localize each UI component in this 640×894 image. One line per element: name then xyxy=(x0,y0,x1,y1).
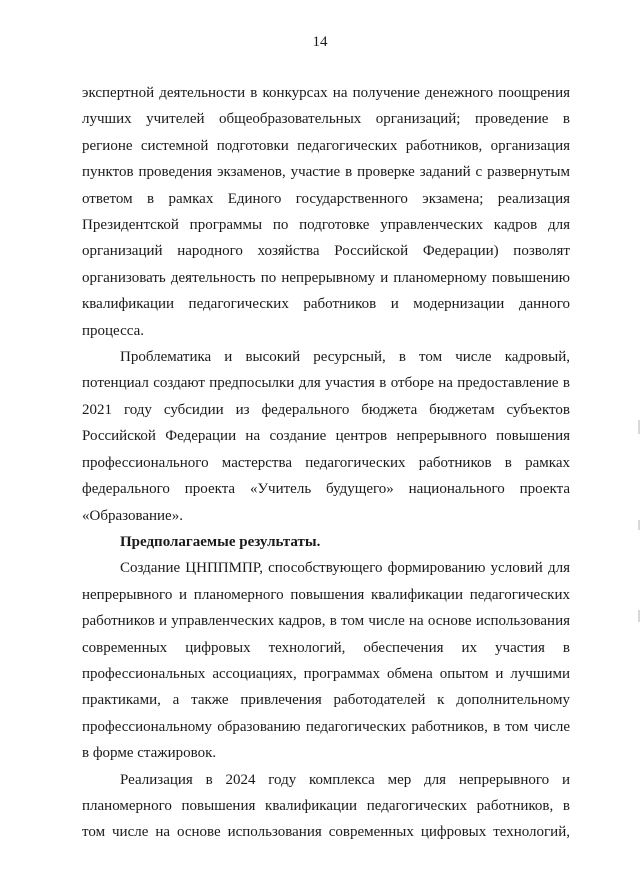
paragraph-results-implementation xyxy=(82,767,570,846)
text-line: планомерного повышения квалификации педагогических работников, в xyxy=(82,797,570,814)
text-line: федерального проекта «Учитель будущего» национального проекта xyxy=(82,481,570,498)
text-line: организаций народного хозяйства Российской Федерации) позволят xyxy=(82,243,570,260)
text-line: работников и управленческих кадров, в том числе на основе использования xyxy=(82,613,570,630)
text-line: Проблематика и высокий ресурсный, в том числе кадровый, xyxy=(120,349,570,366)
text-line: профессиональных ассоциациях, программах обмена опытом и лучшими xyxy=(82,665,570,682)
text-line: Российской Федерации на создание центров непрерывного повышения xyxy=(82,428,570,445)
page-body xyxy=(82,80,570,846)
text-line: квалификации педагогических работников и модернизации данного xyxy=(82,296,570,313)
text-line: лучших учителей общеобразовательных организаций; проведение в xyxy=(82,111,570,128)
text-line: организовать деятельность по непрерывному и планомерному повышению xyxy=(82,269,570,286)
text-line: непрерывного и планомерного повышения квалификации педагогических xyxy=(82,586,570,603)
text-line: ответом в рамках Единого государственного экзамена; реализация xyxy=(82,190,570,207)
text-line: Реализация в 2024 году комплекса мер для непрерывного и xyxy=(120,771,570,788)
text-line: профессионального мастерства педагогических работников в рамках xyxy=(82,454,570,471)
paragraph-problematics xyxy=(82,344,570,529)
text-line: процесса. xyxy=(82,322,144,339)
paragraph-results-creation xyxy=(82,555,570,766)
section-heading: Предполагаемые результаты. xyxy=(120,533,321,550)
text-line: том числе на основе использования современных цифровых технологий, xyxy=(82,824,570,841)
text-line: современных цифровых технологий, обеспечения их участия в xyxy=(82,639,570,656)
paragraph-continuation xyxy=(82,80,570,344)
text-line: Президентской программы по подготовке управленческих кадров для xyxy=(82,217,570,234)
text-line: Создание ЦНППМПР, способствующего формированию условий для xyxy=(120,560,570,577)
page-number: 14 xyxy=(312,34,328,50)
text-line: регионе системной подготовки педагогических работников, организация xyxy=(82,137,570,154)
text-line: в форме стажировок. xyxy=(82,745,217,762)
text-line: 2021 году субсидии из федерального бюджета бюджетам субъектов xyxy=(82,401,570,418)
text-line: профессиональному образованию педагогических работников, в том числе xyxy=(82,718,570,735)
text-line: потенциал создают предпосылки для участия в отборе на предоставление в xyxy=(82,375,570,392)
text-line: «Образование». xyxy=(82,507,183,524)
text-line: пунктов проведения экзаменов, участие в проверке заданий с развернутым xyxy=(82,164,570,181)
text-line: практиками, а также привлечения работодателей к дополнительному xyxy=(82,692,570,709)
text-line: экспертной деятельности в конкурсах на получение денежного поощрения xyxy=(82,85,570,101)
